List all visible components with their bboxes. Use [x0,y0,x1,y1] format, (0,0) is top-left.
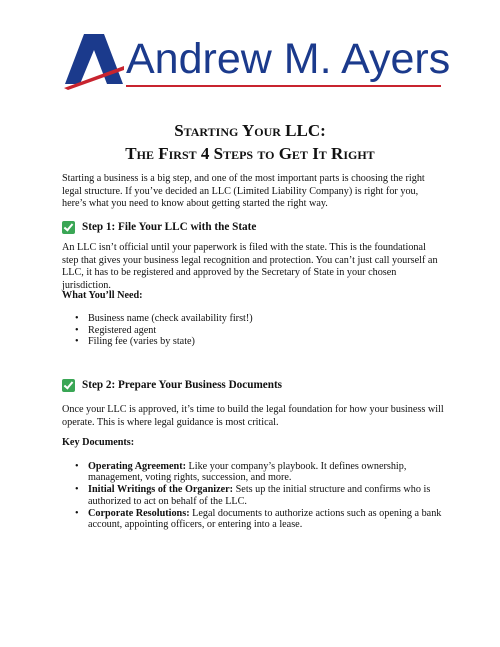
step2-docs-label: Key Documents: [62,437,135,448]
list-item: • Registered agent [88,325,444,336]
step1-paragraph: An LLC isn’t official until your paperwork is filed with the state. This is the foundational step that gives your business legal recognition and protection. You can’t just call yourself an LLC, it has to be registered and approved by the Secretary of State in your chosen jurisdiction. [62,242,438,291]
step2-docs-list [62,461,444,531]
page-title-line-1: Starting Your LLC: [174,121,326,140]
check-mark-icon [62,379,75,392]
doc-term: Operating Agreement: [88,461,186,472]
step1-heading [62,220,256,234]
doc-desc: Like your company’s playbook. It defines ownership, management, voting rights, succession, and more. [88,461,407,484]
step1-needs-label: What You’ll Need: [62,290,143,301]
doc-desc: Legal documents to authorize actions such as opening a bank account, appointing officers, or entering into a lease. [88,507,442,531]
list-item: • Business name (check availability first!) [88,313,444,324]
step2-heading-text: Step 2: Prepare Your Business Documents [82,379,283,391]
step2-heading [62,378,282,392]
step2-paragraph: Once your LLC is approved, it’s time to build the legal foundation for how your business will operate. This is where legal guidance is most critical. [62,404,444,428]
logo-mark-icon [62,28,126,92]
logo-wordmark: Andrew M. Ayers [126,35,451,83]
logo-underline [126,85,441,87]
list-item [88,484,444,506]
page-title-line-2: The First 4 Steps to Get It Right [125,144,375,163]
list-item [88,508,444,530]
check-mark-icon [62,221,75,234]
brand-logo [62,28,451,100]
doc-desc: Sets up the initial structure and confirms who is authorized to act on behalf of the LLC. [88,484,431,507]
doc-term: Initial Writings of the Organizer: [88,484,234,496]
list-item: • Filing fee (varies by state) [88,336,444,347]
step1-heading-text: Step 1: File Your LLC with the State [82,221,257,233]
intro-paragraph: Starting a business is a big step, and one of the most important parts is choosing the right legal structure. If you’ve decided an LLC (Limited Liability Company) is right for you, here’s what you need to know about getting started the right way. [62,173,425,210]
list-item [88,461,444,483]
doc-term: Corporate Resolutions: [88,507,190,519]
step1-needs-list [62,313,444,348]
